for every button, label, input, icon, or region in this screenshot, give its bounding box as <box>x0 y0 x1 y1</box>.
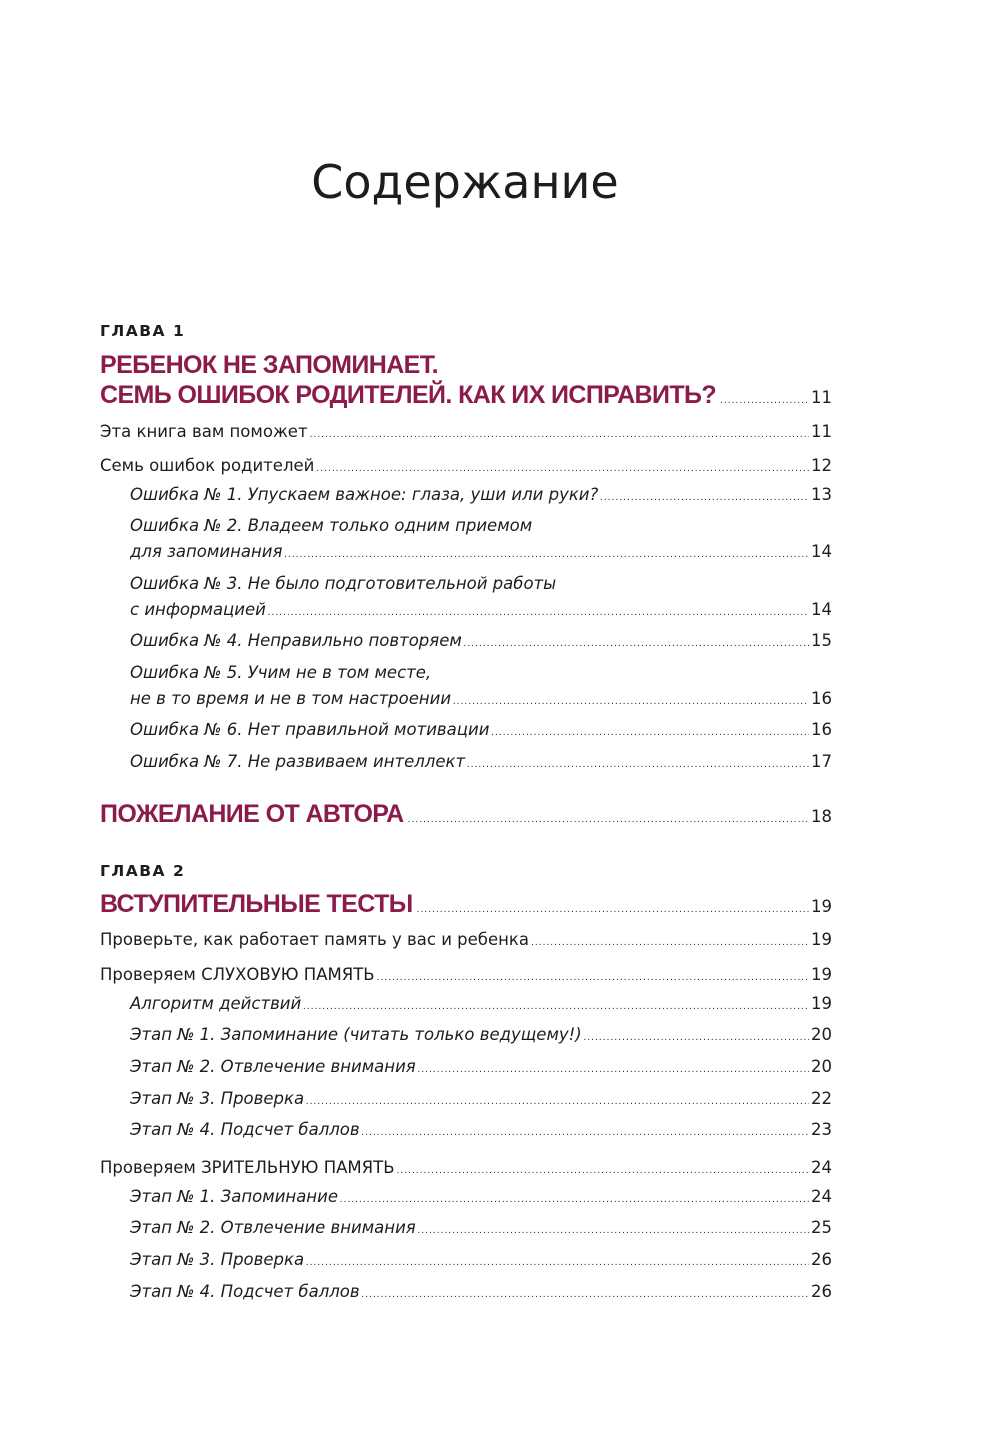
page-number: 24 <box>811 1187 832 1206</box>
entry-title: Проверьте, как работает память у вас и ребенка <box>100 930 529 949</box>
toc-subentry[interactable] <box>130 688 832 713</box>
page-number: 16 <box>811 689 832 708</box>
entry-title: Проверяем СЛУХОВУЮ ПАМЯТЬ <box>100 965 375 984</box>
page-number: 19 <box>811 930 832 949</box>
entry-title-line-1: Ошибка № 2. Владеем только одним приемом <box>130 516 533 535</box>
dot-leader <box>531 932 809 954</box>
dot-leader <box>316 458 809 480</box>
dot-leader <box>362 1122 809 1144</box>
page-number: 11 <box>811 388 832 407</box>
toc-subentry[interactable] <box>130 1024 832 1049</box>
page-number: 24 <box>811 1158 832 1177</box>
chapter-2-label: ГЛАВА 2 <box>100 862 186 880</box>
chapter-1-title-line-2: СЕМЬ ОШИБОК РОДИТЕЛЕЙ. КАК ИХ ИСПРАВИТЬ? <box>100 381 717 409</box>
dot-leader <box>303 996 809 1018</box>
entry-title: Этап № 3. Проверка <box>130 1250 305 1269</box>
page-number: 26 <box>811 1282 832 1301</box>
dot-leader <box>306 1252 809 1274</box>
toc-subentry[interactable] <box>130 1217 832 1242</box>
toc-subentry[interactable] <box>130 1119 832 1144</box>
page-number: 14 <box>811 600 832 619</box>
entry-title-line-1: Ошибка № 3. Не было подготовительной работы <box>130 574 557 593</box>
toc-entry[interactable] <box>100 929 832 954</box>
entry-title: Проверяем ЗРИТЕЛЬНУЮ ПАМЯТЬ <box>100 1158 395 1177</box>
entry-title: с информацией <box>130 600 266 619</box>
page-number: 17 <box>811 752 832 771</box>
page-number: 11 <box>811 422 832 441</box>
dot-leader <box>464 633 809 655</box>
entry-title-line-1: Ошибка № 5. Учим не в том месте, <box>130 663 432 682</box>
page-number: 23 <box>811 1120 832 1139</box>
toc-entry[interactable] <box>100 1157 832 1182</box>
toc-entry[interactable] <box>100 455 832 480</box>
page-number: 26 <box>811 1250 832 1269</box>
entry-title: не в то время и не в том настроении <box>130 689 452 708</box>
page-number: 14 <box>811 542 832 561</box>
page-number: 18 <box>811 807 832 826</box>
entry-title: Этап № 2. Отвлечение внимания <box>130 1218 416 1237</box>
entry-title: Семь ошибок родителей <box>100 456 315 475</box>
entry-title: Этап № 1. Запоминание <box>130 1187 338 1206</box>
toc-entry[interactable] <box>100 421 832 446</box>
dot-leader <box>491 722 809 744</box>
page-number: 12 <box>811 456 832 475</box>
dot-leader <box>362 1284 809 1306</box>
entry-title: Этап № 2. Отвлечение внимания <box>130 1057 416 1076</box>
page-number: 20 <box>811 1057 832 1076</box>
chapter-1-title-line-1: РЕБЕНОК НЕ ЗАПОМИНАЕТ. <box>100 351 438 379</box>
page-number: 19 <box>811 897 832 916</box>
chapter-1-label: ГЛАВА 1 <box>100 322 186 340</box>
toc-subentry[interactable] <box>130 993 832 1018</box>
entry-title: Ошибка № 7. Не развиваем интеллект <box>130 752 466 771</box>
dot-leader <box>284 544 809 566</box>
entry-title: Этап № 3. Проверка <box>130 1089 305 1108</box>
toc-subentry[interactable] <box>130 630 832 655</box>
toc-subentry[interactable] <box>130 1249 832 1274</box>
dot-leader <box>268 602 809 624</box>
chapter-2-title-row[interactable] <box>100 889 832 919</box>
toc-subentry[interactable] <box>130 1186 832 1211</box>
dot-leader <box>584 1027 809 1049</box>
entry-title: Этап № 1. Запоминание (читать только ведущему!) <box>130 1025 582 1044</box>
dot-leader <box>600 487 809 509</box>
entry-title: для запоминания <box>130 542 283 561</box>
dot-leader <box>467 754 809 776</box>
dot-leader <box>377 967 809 989</box>
entry-title: Ошибка № 1. Упускаем важное: глаза, уши или руки? <box>130 485 599 504</box>
dot-leader <box>418 1059 809 1081</box>
entry-title: Алгоритм действий <box>130 994 302 1013</box>
dot-leader <box>453 691 809 713</box>
chapter-2-title: ВСТУПИТЕЛЬНЫЕ ТЕСТЫ <box>100 890 413 918</box>
page-number: 19 <box>811 994 832 1013</box>
entry-title: Этап № 4. Подсчет баллов <box>130 1282 360 1301</box>
toc-subentry[interactable] <box>130 484 832 509</box>
page-number: 19 <box>811 965 832 984</box>
chapter-1-title-row[interactable] <box>100 380 832 410</box>
toc-subentry[interactable] <box>130 719 832 744</box>
toc-subentry[interactable] <box>130 1088 832 1113</box>
dot-leader <box>397 1160 809 1182</box>
page-title: Содержание <box>311 155 619 209</box>
author-wish-title: ПОЖЕЛАНИЕ ОТ АВТОРА <box>100 800 404 828</box>
entry-title: Ошибка № 6. Нет правильной мотивации <box>130 720 490 739</box>
toc-subentry[interactable] <box>130 1056 832 1081</box>
dot-leader <box>306 1091 809 1113</box>
page-number: 15 <box>811 631 832 650</box>
dot-leader <box>417 905 809 915</box>
entry-title: Ошибка № 4. Неправильно повторяем <box>130 631 462 650</box>
page-number: 22 <box>811 1089 832 1108</box>
dot-leader <box>310 424 809 446</box>
entry-title: Эта книга вам поможет <box>100 422 308 441</box>
page-number: 13 <box>811 485 832 504</box>
page-number: 16 <box>811 720 832 739</box>
page-number: 25 <box>811 1218 832 1237</box>
toc-subentry[interactable] <box>130 599 832 624</box>
dot-leader <box>720 396 809 406</box>
toc-entry[interactable] <box>100 964 832 989</box>
toc-subentry[interactable] <box>130 1281 832 1306</box>
dot-leader <box>418 1220 809 1242</box>
entry-title: Этап № 4. Подсчет баллов <box>130 1120 360 1139</box>
dot-leader <box>408 815 809 825</box>
page-number: 20 <box>811 1025 832 1044</box>
toc-subentry[interactable] <box>130 751 832 776</box>
dot-leader <box>340 1189 809 1211</box>
author-wish-row[interactable] <box>100 799 832 829</box>
toc-subentry[interactable] <box>130 541 832 566</box>
